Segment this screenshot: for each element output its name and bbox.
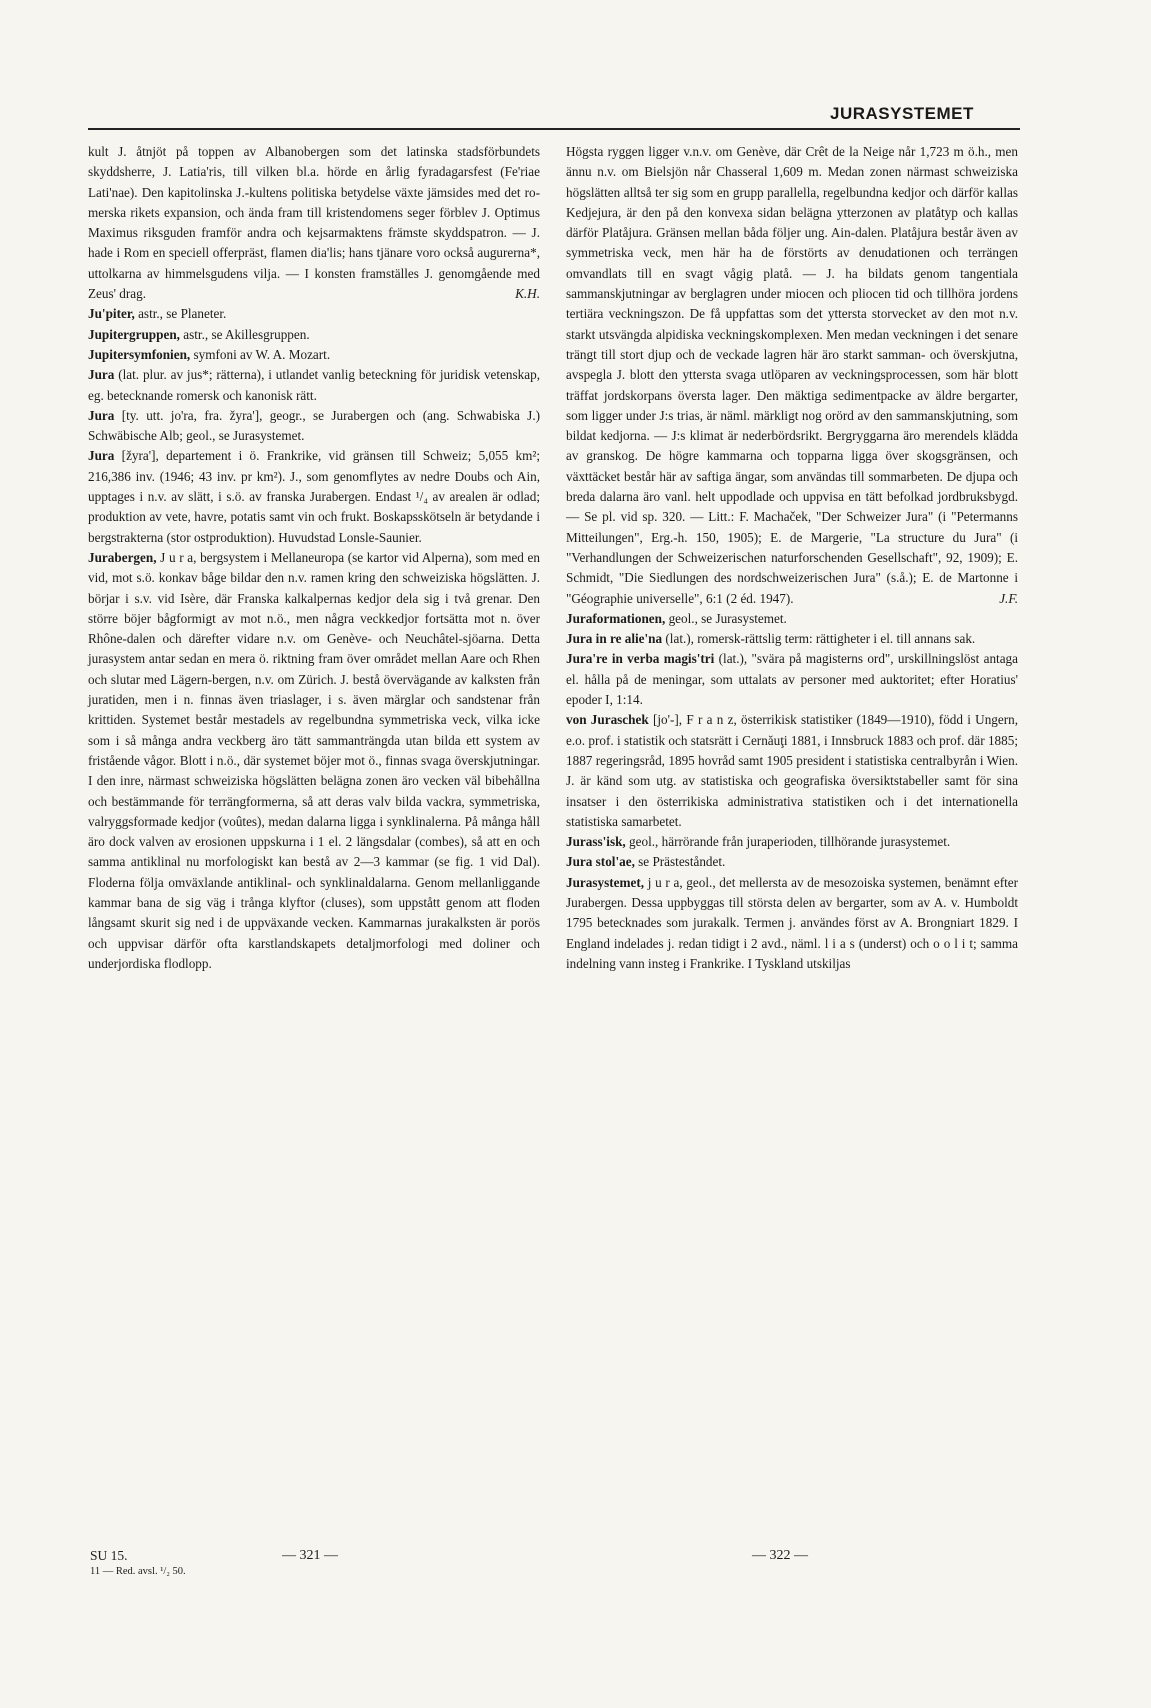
signature-mark: SU 15. <box>90 1548 128 1563</box>
entry <box>88 548 540 974</box>
entry-headword: Jurass'isk, <box>566 834 626 850</box>
page-number-right: — 322 — <box>752 1548 808 1563</box>
entry-text: astr., se Planeter. <box>138 306 227 322</box>
print-note: 11 — Red. avsl. ¹/₂ 50. <box>90 1566 186 1577</box>
entry-text: geol., härrörande från juraperioden, tillhörande jurasystemet. <box>629 834 951 850</box>
entry-text: Högsta ryggen ligger v.n.v. om Genève, där Crêt de la Neige når 1,723 m ö.h., men ännu n.v. om Bielsjön når Chasseral 1,609 m. Medan zonen närmast schweiziska högslätten alltså ter sig som en grupp parallella, regelbundna kedjor och därför kallas Kedjejura, är den på den konvexa sidan belägna ytterzonen av platåtyp och kallas därför Platåjura. Gränsen mellan båda följer ung. Ain-dalen. Platåjura består även av symmetriska veck, men här ha de förstörts av denudationen och terrängen omvandlats till en svagt vågig platå. — J. ha bildats genom tangentiala sammanskjutningar av berglagren under miocen och pliocen tid och tillhöra jordens tertiära veckningszon. De få uppfattas som det yttersta storvecket av den mot n.v. starkt utsvängda alpidiska veckningskomplexen. Men medan veckningen i det senare trängt till stort djup och de veckade lagren här äro starkt samman- och överskjutna, avspegla J. blott den yttersta svaga utlöparen av veckningsprocessen, som här blott träffat jordskorpans översta lager. Den mäktiga sedimentpacke av äldre bergarter, som ligger under J:s trias, är näml. märkligt nog orörd av den sammanskjutning, som bildat kedjorna. — J:s klimat är nederbördsrikt. Bergryggarna äro merendels klädda av granskog. De högre kammarna och topparna ligga över skogsgränsen, och växttäcket består här av saftiga ängar, som användas till sommarbeten. De djupa och breda dalarna äro vanl. helt uppodlade och uppvisa en tätt befolkad jordbruksbygd. — Se pl. vid sp. 320. — Litt.: F. Machaček, "Der Schweizer Jura" (i "Petermanns Mitteilungen", Erg.-h. 150, 1905); E. de Margerie, "La structure du Jura" (i "Verhandlungen der Schweizerischen naturforschenden Gesellschaft", 92, 1909); E. Schmidt, "Die Siedlungen des nordschweizerischen Jura" (s.å.); E. de Martonne i "Géographie universelle", 6:1 (2 éd. 1947). <box>566 144 1018 606</box>
column-321 <box>88 142 540 974</box>
entry-text: [jo'-], F r a n z, österrikisk statistiker (1849—1910), född i Ungern, e.o. prof. i statistik och statsrätt i Cernăuţi 1881, i Innsbruck 1883 och prof. där 1885; 1887 regeringsråd, 1895 hovråd samt 1905 president i statistiska centralbyrån i Wien. J. är känd som utg. av statistiska och geografiska översiktstabeller samt för sina insatser i den österrikiska administrativa statistiken och i det internationella statistiska samarbetet. <box>566 712 1019 829</box>
entry-headword: Jura <box>88 448 115 464</box>
entry-headword: Jura <box>88 367 115 383</box>
entry <box>566 832 1018 852</box>
entry <box>88 304 540 324</box>
entry-text: [ty. utt. jo'ra, fra. žyra'], geogr., se Jurabergen och (ang. Schwabiska J.) Schwäbische Alb; geol., se Jurasystemet. <box>88 407 541 444</box>
entry <box>88 142 540 304</box>
entry-text: J u r a, bergsystem i Mellaneuropa (se kartor vid Alperna), som med en vid, mot s.ö. konkav båge bildar den n.v. ramen kring den schweiziska högslätten. J. börjar i s.v. vid Isère, där Franska kalkalpernas kedjor dela sig i två grenar. Den större böjer bågformigt av mot n.ö., men några veckkedjor fortsätta mot n. över Rhône-dalen och därefter vidare n.v. om Genève- och Neuchâtel-sjöarna. Detta jurasystem antar sedan en mera ö. riktning fram över området mellan Aare och Rhen och slutar med Lägern-bergen, n.v. om Zürich. J. bestå övervägande av kalksten från juratiden, men i n. finnas även triaslager, i s. även märglar och sandstenar från krittiden. Systemet består mestadels av regelbundna symmetriska veck, vilka icke som i så många andra veckberg äro tätt sammanträngda utan bilda ett system av fristående vågor. Blott i n.ö., där systemet böjer mot ö., finnas svaga överskjutningar. I den inre, närmast schweiziska högslätten belägna zonen äro vecken väl bibehållna och bestämmande för terrängformerna, så att deras valv bilda vackra, symmetriska, valryggsformade kedjor (voûtes), medan dalarna ligga i synklinalerna. På många håll äro dock valven av erosionen uppskurna i 1 el. 2 längsdalar (combes), så att en och samma antiklinal nu morfologiskt kan bestå av 2—3 kammar (se fig. 1 vid Dal). Floderna följa omväxlande antiklinal- och synklinaldalarna. Genom mellanliggande kammar bana de sig väg i trånga klyftor (cluses), som uppstått genom att floden långsamt skurit sig ned i de uppväxande vecken. Kammarnas jurakalksten är porös och uppvisar därför ofta karstlandskapets detaljmorfologi med doliner och underjordiska flodlopp. <box>88 549 541 971</box>
entry-headword: von Juraschek <box>566 712 649 728</box>
entry <box>88 325 540 345</box>
entry <box>566 629 1018 649</box>
entry <box>566 852 1018 872</box>
entry-text: (lat. plur. av jus*; rätterna), i utlandet vanlig beteckning för juridisk vetenskap, eg. betecknande romersk och kanonisk rätt. <box>88 367 540 403</box>
entry <box>88 446 540 547</box>
entry-headword: Juraformationen, <box>566 610 666 626</box>
entry-headword: Jura're in verba magis'tri <box>566 651 715 667</box>
entry <box>88 345 540 365</box>
running-head: JURASYSTEMET <box>830 104 974 123</box>
entry-text: astr., se Akillesgruppen. <box>183 326 310 342</box>
entry <box>566 142 1018 609</box>
entry-headword: Jurabergen, <box>88 549 157 565</box>
entry-headword: Jurasystemet, <box>566 874 645 890</box>
entry <box>566 873 1018 974</box>
author-signature: K.H. <box>515 286 540 302</box>
entry <box>566 609 1018 629</box>
entry <box>88 406 540 447</box>
entry-text: geol., se Jurasystemet. <box>668 610 787 626</box>
entry-headword: Jupitersymfonien, <box>88 346 191 362</box>
entry <box>566 710 1018 832</box>
entry-text: kult J. åtnjöt på toppen av Albanobergen som det latinska stadsförbundets skyddsherre, J. Latia'ris, till vilken bl.a. hörde en årlig fyradagarsfest (Fe'riae Lati'nae). Den kapitolinska J.-kultens politiska betydelse växte jämsides med det romerska rikets expansion, och ända fram till kristendomens seger förblev J. Optimus Maximus riksguden framför andra och kejsarmaktens främste skyddspatron. — J. hade i Rom en speciell offerpräst, flamen dia'lis; hans tjänare voro också augurerna*, uttolkarna av himmelsgudens vilja. — I konsten framställes J. genomgående med Zeus' drag. <box>88 144 540 302</box>
entry-text: [žyra'], departement i ö. Frankrike, vid gränsen till Schweiz; 5,055 km²; 216,386 inv. (1946; 43 inv. pr km²). J., som genomflytes av nedre Doubs och Ain, upptages i n.v. av slätt, i s.ö. av franska Jurabergen. Endast ¹/₄ av arealen är odlad; produktion av vete, havre, potatis samt vin och frukt. Boskapsskötseln är betydande i bergstrakterna (stor ostproduktion). Huvudstad Lonsle-Saunier. <box>88 448 540 545</box>
entry <box>88 365 540 406</box>
entry-text: j u r a, geol., det mellersta av de mesozoiska systemen, benämnt efter Jurabergen. Dessa uppbyggas till största delen av bergarter, som av A. v. Humboldt 1795 betecknades som jurakalk. Termen j. användes först av A. Brongniart 1829. I England indelades j. redan tidigt i 2 avd., näml. l i a s (underst) och o o l i t; samma indelning vann insteg i Frankrike. I Tyskland utskiljas <box>566 874 1018 971</box>
header-rule <box>88 128 1020 130</box>
entry-headword: Jura in re alie'na <box>566 631 663 647</box>
entry-text: (lat.), "svära på magisterns ord", urskillningslöst antaga el. hålla på de meningar, som uttalats av personer med auktoritet; efter Horatius' epoder I, 1:14. <box>566 651 1019 708</box>
entry-headword: Jura <box>88 407 115 423</box>
column-322 <box>566 142 1018 974</box>
entry-headword: Ju'piter, <box>88 306 135 322</box>
entry-text: (lat.), romersk-rättslig term: rättigheter i el. till annans sak. <box>665 631 976 647</box>
author-signature: J.F. <box>999 590 1018 606</box>
page-number-left: — 321 — <box>282 1548 338 1563</box>
entry-text: symfoni av W. A. Mozart. <box>193 346 331 362</box>
entry-headword: Jura stol'ae, <box>566 854 635 870</box>
entry <box>566 649 1018 710</box>
entry-headword: Jupitergruppen, <box>88 326 180 342</box>
entry-text: se Prästeståndet. <box>638 854 726 870</box>
